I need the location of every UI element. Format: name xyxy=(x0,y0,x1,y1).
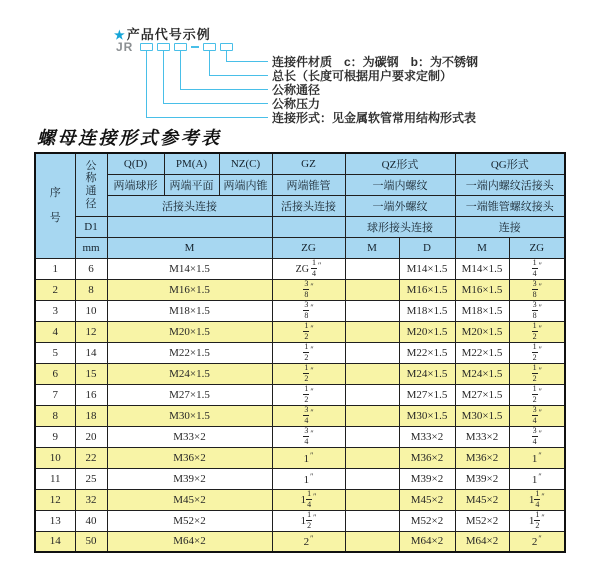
cell-m: M52×2 xyxy=(107,510,272,531)
header-desc-qg: 一端内螺纹活接头 xyxy=(455,174,565,195)
table-row xyxy=(35,426,565,447)
fraction: $\frac{3}{4}$ xyxy=(304,405,309,425)
cell-m: M18×1.5 xyxy=(107,300,272,321)
nut-connection-table xyxy=(34,152,566,553)
cell-seq: 4 xyxy=(35,321,75,342)
header-code-pma: PM(A) xyxy=(164,153,219,174)
cell-qg-m: M39×2 xyxy=(455,468,509,489)
header-qz-row3: 一端外螺纹 xyxy=(345,195,455,216)
cell-qz-d: M52×2 xyxy=(399,510,455,531)
header-desc-qd: 两端球形 xyxy=(107,174,164,195)
cell-gz: 1 $\frac{1}{4}$ ″ xyxy=(272,489,345,510)
header-union-joint: 活接头连接 xyxy=(107,195,272,216)
header-code-nzc: NZ(C) xyxy=(219,153,272,174)
cell-gz: 1 $\frac{1}{2}$ ″ xyxy=(272,510,345,531)
header-desc-pma: 两端平面 xyxy=(164,174,219,195)
cell-seq: 14 xyxy=(35,531,75,552)
fraction: $\frac{3}{8}$ xyxy=(532,300,537,320)
fraction: $\frac{1}{2}$ xyxy=(304,321,309,341)
cell-qg-m: M27×1.5 xyxy=(455,384,509,405)
cell-qz-m xyxy=(345,447,399,468)
fraction: $\frac{1}{2}$ xyxy=(532,363,537,383)
fraction: $\frac{3}{8}$ xyxy=(304,300,309,320)
cell-dn: 25 xyxy=(75,468,107,489)
header-unit-m: M xyxy=(107,237,272,258)
table-body xyxy=(35,258,565,552)
cell-qg-m: M33×2 xyxy=(455,426,509,447)
code-boxes xyxy=(140,43,233,51)
code-prefix: JR xyxy=(116,40,134,54)
cell-qg-m: M24×1.5 xyxy=(455,363,509,384)
cell-seq: 10 xyxy=(35,447,75,468)
cell-m: M33×2 xyxy=(107,426,272,447)
cell-dn: 10 xyxy=(75,300,107,321)
cell-qz-d: M16×1.5 xyxy=(399,279,455,300)
table-row xyxy=(35,321,565,342)
cell-qz-m xyxy=(345,510,399,531)
table-title: 螺母连接形式参考表 xyxy=(37,128,222,148)
cell-m: M20×1.5 xyxy=(107,321,272,342)
cell-dn: 50 xyxy=(75,531,107,552)
cell-seq: 6 xyxy=(35,363,75,384)
fraction: $\frac{1}{2}$ xyxy=(304,363,309,383)
cell-gz: $\frac{3}{8}$ ″ xyxy=(272,279,345,300)
cell-gz: $\frac{1}{2}$ ″ xyxy=(272,342,345,363)
header-blank-left xyxy=(107,216,272,237)
cell-seq: 1 xyxy=(35,258,75,279)
cell-gz: $\frac{1}{2}$ ″ xyxy=(272,321,345,342)
header-desc-qz: 一端内螺纹 xyxy=(345,174,455,195)
table-row xyxy=(35,531,565,552)
cell-seq: 3 xyxy=(35,300,75,321)
cell-dn: 20 xyxy=(75,426,107,447)
cell-dn: 40 xyxy=(75,510,107,531)
fraction: $\frac{1}{2}$ xyxy=(532,321,537,341)
code-box-4 xyxy=(203,43,216,51)
cell-gz: $\frac{3}{4}$ ″ xyxy=(272,426,345,447)
fraction: $\frac{3}{8}$ xyxy=(304,279,309,299)
header-union-joint-gz: 活接头连接 xyxy=(272,195,345,216)
header-d1: D1 xyxy=(75,216,107,237)
header-unit-zg: ZG xyxy=(272,237,345,258)
cell-seq: 11 xyxy=(35,468,75,489)
table-row xyxy=(35,468,565,489)
cell-gz: 2″ xyxy=(272,531,345,552)
cell-qg-m: M14×1.5 xyxy=(455,258,509,279)
cell-qg-m: M20×1.5 xyxy=(455,321,509,342)
cell-qg-zg: 2″ xyxy=(509,531,565,552)
cell-seq: 2 xyxy=(35,279,75,300)
fraction: $\frac{3}{4}$ xyxy=(304,426,309,446)
cell-dn: 6 xyxy=(75,258,107,279)
cell-qz-d: M30×1.5 xyxy=(399,405,455,426)
cell-qg-m: M52×2 xyxy=(455,510,509,531)
fraction: $\frac{3}{4}$ xyxy=(532,405,537,425)
cell-dn: 8 xyxy=(75,279,107,300)
cell-qg-zg: $\frac{1}{2}$ ″ xyxy=(509,321,565,342)
cell-qz-m xyxy=(345,300,399,321)
table-row xyxy=(35,342,565,363)
header-code-gz: GZ xyxy=(272,153,345,174)
cell-qg-zg: $\frac{1}{2}$ ″ xyxy=(509,342,565,363)
cell-qg-zg: 1 $\frac{1}{2}$ ″ xyxy=(509,510,565,531)
code-box-5 xyxy=(220,43,233,51)
cell-m: M16×1.5 xyxy=(107,279,272,300)
code-dash xyxy=(191,46,199,48)
cell-seq: 12 xyxy=(35,489,75,510)
code-label-1: 连接件材质 c：为碳钢 b：为不锈钢 xyxy=(272,55,479,69)
header-mm: mm xyxy=(75,237,107,258)
cell-qz-d: M14×1.5 xyxy=(399,258,455,279)
cell-qg-m: M36×2 xyxy=(455,447,509,468)
cell-m: M39×2 xyxy=(107,468,272,489)
fraction: $\frac{1}{4}$ xyxy=(312,258,316,278)
cell-qz-m xyxy=(345,531,399,552)
code-label-2: 总长（长度可根据用户要求定制） xyxy=(272,69,453,83)
cell-seq: 5 xyxy=(35,342,75,363)
cell-gz: $\frac{3}{4}$ ″ xyxy=(272,405,345,426)
cell-qz-m xyxy=(345,468,399,489)
fraction: $\frac{3}{4}$ xyxy=(532,426,537,446)
cell-qg-zg: 1″ xyxy=(509,468,565,489)
cell-gz: $\frac{1}{2}$ ″ xyxy=(272,363,345,384)
cell-qz-d: M22×1.5 xyxy=(399,342,455,363)
cell-qz-m xyxy=(345,405,399,426)
table-row xyxy=(35,258,565,279)
cell-m: M14×1.5 xyxy=(107,258,272,279)
table-row xyxy=(35,300,565,321)
cell-dn: 22 xyxy=(75,447,107,468)
cell-qz-m xyxy=(345,321,399,342)
cell-qz-d: M64×2 xyxy=(399,531,455,552)
product-code-heading-text: 产品代号示例 xyxy=(126,27,211,42)
code-label-3: 公称通径 xyxy=(272,83,321,97)
fraction: $\frac{1}{4}$ xyxy=(307,489,312,509)
header-qg-row4: 连接 xyxy=(455,216,565,237)
cell-qg-m: M22×1.5 xyxy=(455,342,509,363)
table-header xyxy=(35,153,565,258)
cell-qg-m: M64×2 xyxy=(455,531,509,552)
cell-seq: 8 xyxy=(35,405,75,426)
fraction: $\frac{3}{8}$ xyxy=(532,279,537,299)
table-row xyxy=(35,447,565,468)
table-row xyxy=(35,489,565,510)
code-box-2 xyxy=(157,43,170,51)
cell-qz-m xyxy=(345,342,399,363)
cell-gz: 1″ xyxy=(272,447,345,468)
cell-qz-m xyxy=(345,489,399,510)
cell-qz-d: M24×1.5 xyxy=(399,363,455,384)
cell-seq: 13 xyxy=(35,510,75,531)
table-row xyxy=(35,279,565,300)
header-unit-qz-m: M xyxy=(345,237,399,258)
header-desc-nzc: 两端内锥 xyxy=(219,174,272,195)
table-row xyxy=(35,510,565,531)
cell-m: M27×1.5 xyxy=(107,384,272,405)
code-box-3 xyxy=(174,43,187,51)
fraction: $\frac{1}{2}$ xyxy=(307,510,312,530)
cell-m: M45×2 xyxy=(107,489,272,510)
header-code-qz: QZ形式 xyxy=(345,153,455,174)
header-qg-row3: 一端锥管螺纹接头 xyxy=(455,195,565,216)
cell-qz-d: M39×2 xyxy=(399,468,455,489)
cell-qg-zg: $\frac{3}{4}$ ″ xyxy=(509,426,565,447)
cell-qz-m xyxy=(345,279,399,300)
fraction: $\frac{1}{2}$ xyxy=(304,342,309,362)
cell-m: M64×2 xyxy=(107,531,272,552)
header-blank-gz xyxy=(272,216,345,237)
header-nominal: 公 称 通 径 xyxy=(75,153,107,216)
cell-gz: ZG $\frac{1}{4}$ ″ xyxy=(272,258,345,279)
header-unit-qg-m: M xyxy=(455,237,509,258)
fraction: $\frac{1}{2}$ xyxy=(532,342,537,362)
cell-gz: $\frac{3}{8}$ ″ xyxy=(272,300,345,321)
cell-m: M22×1.5 xyxy=(107,342,272,363)
header-unit-qz-d: D xyxy=(399,237,455,258)
fraction: $\frac{1}{4}$ xyxy=(532,258,537,278)
cell-qg-zg: $\frac{1}{2}$ ″ xyxy=(509,384,565,405)
cell-qz-d: M27×1.5 xyxy=(399,384,455,405)
cell-qg-zg: $\frac{3}{8}$ ″ xyxy=(509,300,565,321)
cell-qz-m xyxy=(345,426,399,447)
cell-qg-zg: $\frac{3}{8}$ ″ xyxy=(509,279,565,300)
header-qz-row4: 球形接头连接 xyxy=(345,216,455,237)
cell-m: M24×1.5 xyxy=(107,363,272,384)
cell-dn: 16 xyxy=(75,384,107,405)
cell-qg-zg: $\frac{3}{4}$ ″ xyxy=(509,405,565,426)
cell-qz-d: M33×2 xyxy=(399,426,455,447)
cell-qz-d: M20×1.5 xyxy=(399,321,455,342)
fraction: $\frac{1}{2}$ xyxy=(535,510,540,530)
cell-qg-m: M16×1.5 xyxy=(455,279,509,300)
cell-qz-m xyxy=(345,363,399,384)
cell-qg-m: M30×1.5 xyxy=(455,405,509,426)
cell-qz-m xyxy=(345,384,399,405)
cell-qz-m xyxy=(345,258,399,279)
cell-qg-zg: $\frac{1}{2}$ ″ xyxy=(509,363,565,384)
header-desc-gz: 两端锥管 xyxy=(272,174,345,195)
code-label-4: 公称压力 xyxy=(272,97,321,111)
cell-qg-m: M18×1.5 xyxy=(455,300,509,321)
cell-gz: 1″ xyxy=(272,468,345,489)
cell-dn: 14 xyxy=(75,342,107,363)
fraction: $\frac{1}{2}$ xyxy=(304,384,309,404)
star-icon: ★ xyxy=(114,28,126,42)
cell-qg-zg: $\frac{1}{4}$ ″ xyxy=(509,258,565,279)
cell-dn: 18 xyxy=(75,405,107,426)
table-row xyxy=(35,363,565,384)
cell-seq: 7 xyxy=(35,384,75,405)
cell-gz: $\frac{1}{2}$ ″ xyxy=(272,384,345,405)
header-seq: 序 号 xyxy=(35,153,75,258)
code-label-5: 连接形式：见金属软管常用结构形式表 xyxy=(272,111,477,125)
cell-dn: 12 xyxy=(75,321,107,342)
cell-dn: 15 xyxy=(75,363,107,384)
header-unit-qg-zg: ZG xyxy=(509,237,565,258)
fraction: $\frac{1}{4}$ xyxy=(535,489,540,509)
cell-m: M36×2 xyxy=(107,447,272,468)
cell-dn: 32 xyxy=(75,489,107,510)
cell-qz-d: M18×1.5 xyxy=(399,300,455,321)
fraction: $\frac{1}{2}$ xyxy=(532,384,537,404)
header-code-qd: Q(D) xyxy=(107,153,164,174)
cell-seq: 9 xyxy=(35,426,75,447)
cell-qz-d: M36×2 xyxy=(399,447,455,468)
table-row xyxy=(35,384,565,405)
cell-m: M30×1.5 xyxy=(107,405,272,426)
cell-qg-zg: 1″ xyxy=(509,447,565,468)
table-row xyxy=(35,405,565,426)
cell-qz-d: M45×2 xyxy=(399,489,455,510)
cell-qg-zg: 1 $\frac{1}{4}$ ″ xyxy=(509,489,565,510)
header-code-qg: QG形式 xyxy=(455,153,565,174)
code-box-1 xyxy=(140,43,153,51)
connector-line-5 xyxy=(146,51,268,118)
cell-qg-m: M45×2 xyxy=(455,489,509,510)
